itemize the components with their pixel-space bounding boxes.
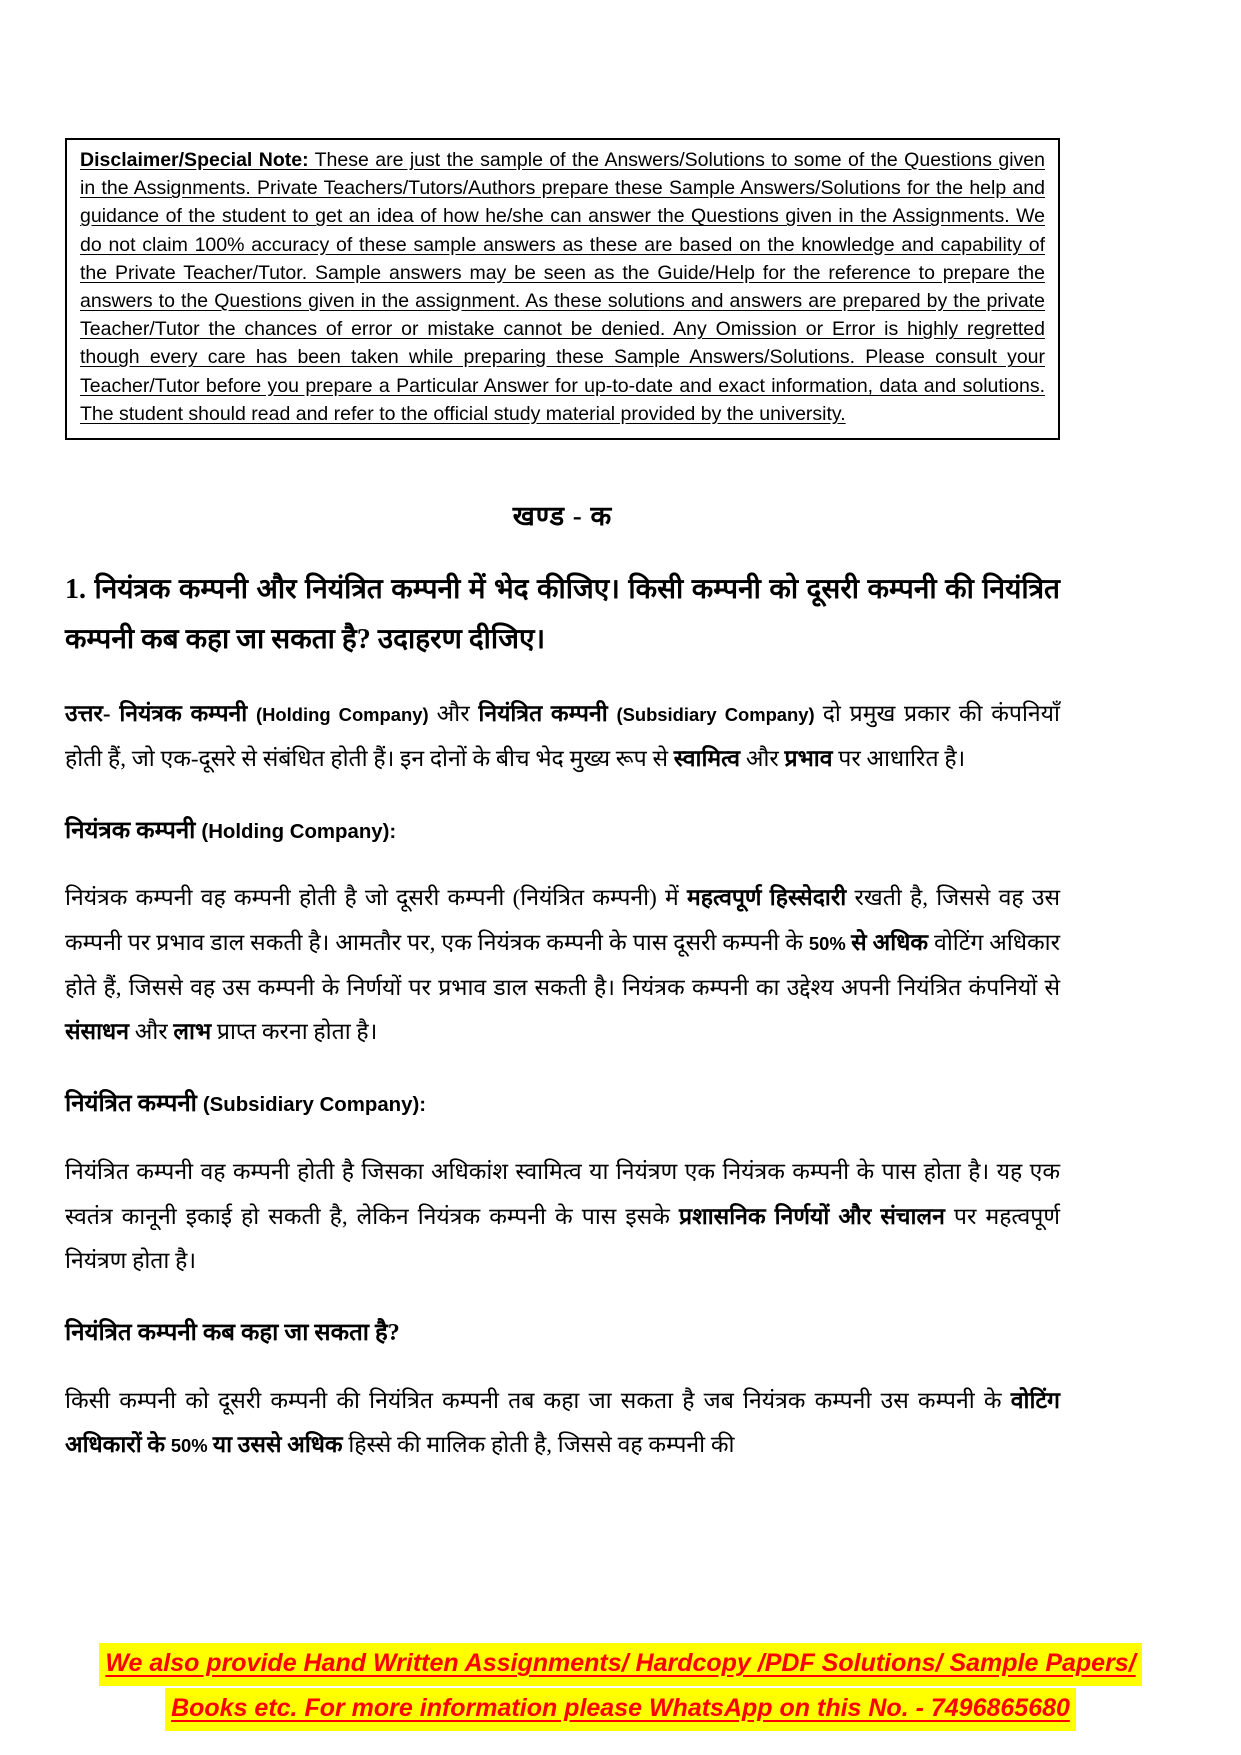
answer-intro-para: उत्तर- नियंत्रक कम्पनी (Holding Company) और नियंत्रित कम्पनी (Subsidiary Company) दो प्रमुख प्रकार की कंपनियाँ होती हैं, जो एक-दूसरे से संबंधित होती हैं। इन दोनों के बीच भेद मुख्य रूप से स्वामित्व और प्रभाव पर आधारित है। <box>65 700 1060 771</box>
footer-note <box>0 1641 1241 1731</box>
document-content <box>65 138 1060 1468</box>
disclaimer-body: These are just the sample of the Answers/Solutions to some of the Questions given in the Assignments. Private Teachers/Tutors/Authors prepare these Sample Answers/Solutions for the help and guidance of the student to get an idea of how he/she can answer the Questions given in the Assignments. We do not claim 100% accuracy of these sample answers as these are based on the knowledge and capability of the Private Teacher/Tutor. Sample answers may be seen as the Guide/Help for the reference to prepare the answers to the Questions given in the assignment. As these solutions and answers are prepared by the private Teacher/Tutor the chances of error or mistake cannot be denied. Any Omission or Error is highly regretted though every care has been taken while preparing these Sample Answers/Solutions. Please consult your Teacher/Tutor before you prepare a Particular Answer for up-to-date and exact information, data and solutions. The student should read and refer to the official study material provided by the university. <box>80 149 1045 425</box>
footer-line-2: Books etc. For more information please WhatsApp on this No. - 7496865680 <box>165 1688 1076 1731</box>
holding-company-heading: नियंत्रक कम्पनी (Holding Company): <box>65 817 397 844</box>
disclaimer-label: Disclaimer/Special Note: <box>80 149 309 171</box>
when-subsidiary-para: किसी कम्पनी को दूसरी कम्पनी की नियंत्रित कम्पनी तब कहा जा सकता है जब नियंत्रक कम्पनी उस कम्पनी के वोटिंग अधिकारों के 50% या उससे अधिक हिस्से की मालिक होती है, जिससे वह कम्पनी की <box>65 1387 1060 1458</box>
disclaimer-text <box>80 146 1045 428</box>
footer-line-1: We also provide Hand Written Assignments/ Hardcopy /PDF Solutions/ Sample Papers/ <box>99 1643 1141 1686</box>
when-subsidiary-heading: नियंत्रित कम्पनी कब कहा जा सकता है? <box>65 1320 400 1347</box>
holding-company-para: नियंत्रक कम्पनी वह कम्पनी होती है जो दूसरी कम्पनी (नियंत्रित कम्पनी) में महत्वपूर्ण हिस्सेदारी रखती है, जिससे वह उस कम्पनी पर प्रभाव डाल सकती है। आमतौर पर, एक नियंत्रक कम्पनी के पास दूसरी कम्पनी के 50% से अधिक वोटिंग अधिकार होते हैं, जिससे वह उस कम्पनी के निर्णयों पर प्रभाव डाल सकती है। नियंत्रक कम्पनी का उद्देश्य अपनी नियंत्रित कंपनियों से संसाधन और लाभ प्राप्त करना होता है। <box>65 884 1060 1045</box>
question-1: 1. नियंत्रक कम्पनी और नियंत्रित कम्पनी में भेद कीजिए। किसी कम्पनी को दूसरी कम्पनी की नियंत्रित कम्पनी कब कहा जा सकता है? उदाहरण दीजिए। <box>65 574 1060 656</box>
subsidiary-company-heading: नियंत्रित कम्पनी (Subsidiary Company): <box>65 1091 427 1118</box>
subsidiary-company-para: नियंत्रित कम्पनी वह कम्पनी होती है जिसका अधिकांश स्वामित्व या नियंत्रण एक नियंत्रक कम्पनी के पास होता है। यह एक स्वतंत्र कानूनी इकाई हो सकती है, लेकिन नियंत्रक कम्पनी के पास इसके प्रशासनिक निर्णयों और संचालन पर महत्वपूर्ण नियंत्रण होता है। <box>65 1158 1061 1274</box>
disclaimer-box <box>65 138 1060 440</box>
footer-line <box>0 1643 1241 1686</box>
footer-line <box>0 1688 1241 1731</box>
section-heading: खण्ड - क <box>512 501 613 532</box>
